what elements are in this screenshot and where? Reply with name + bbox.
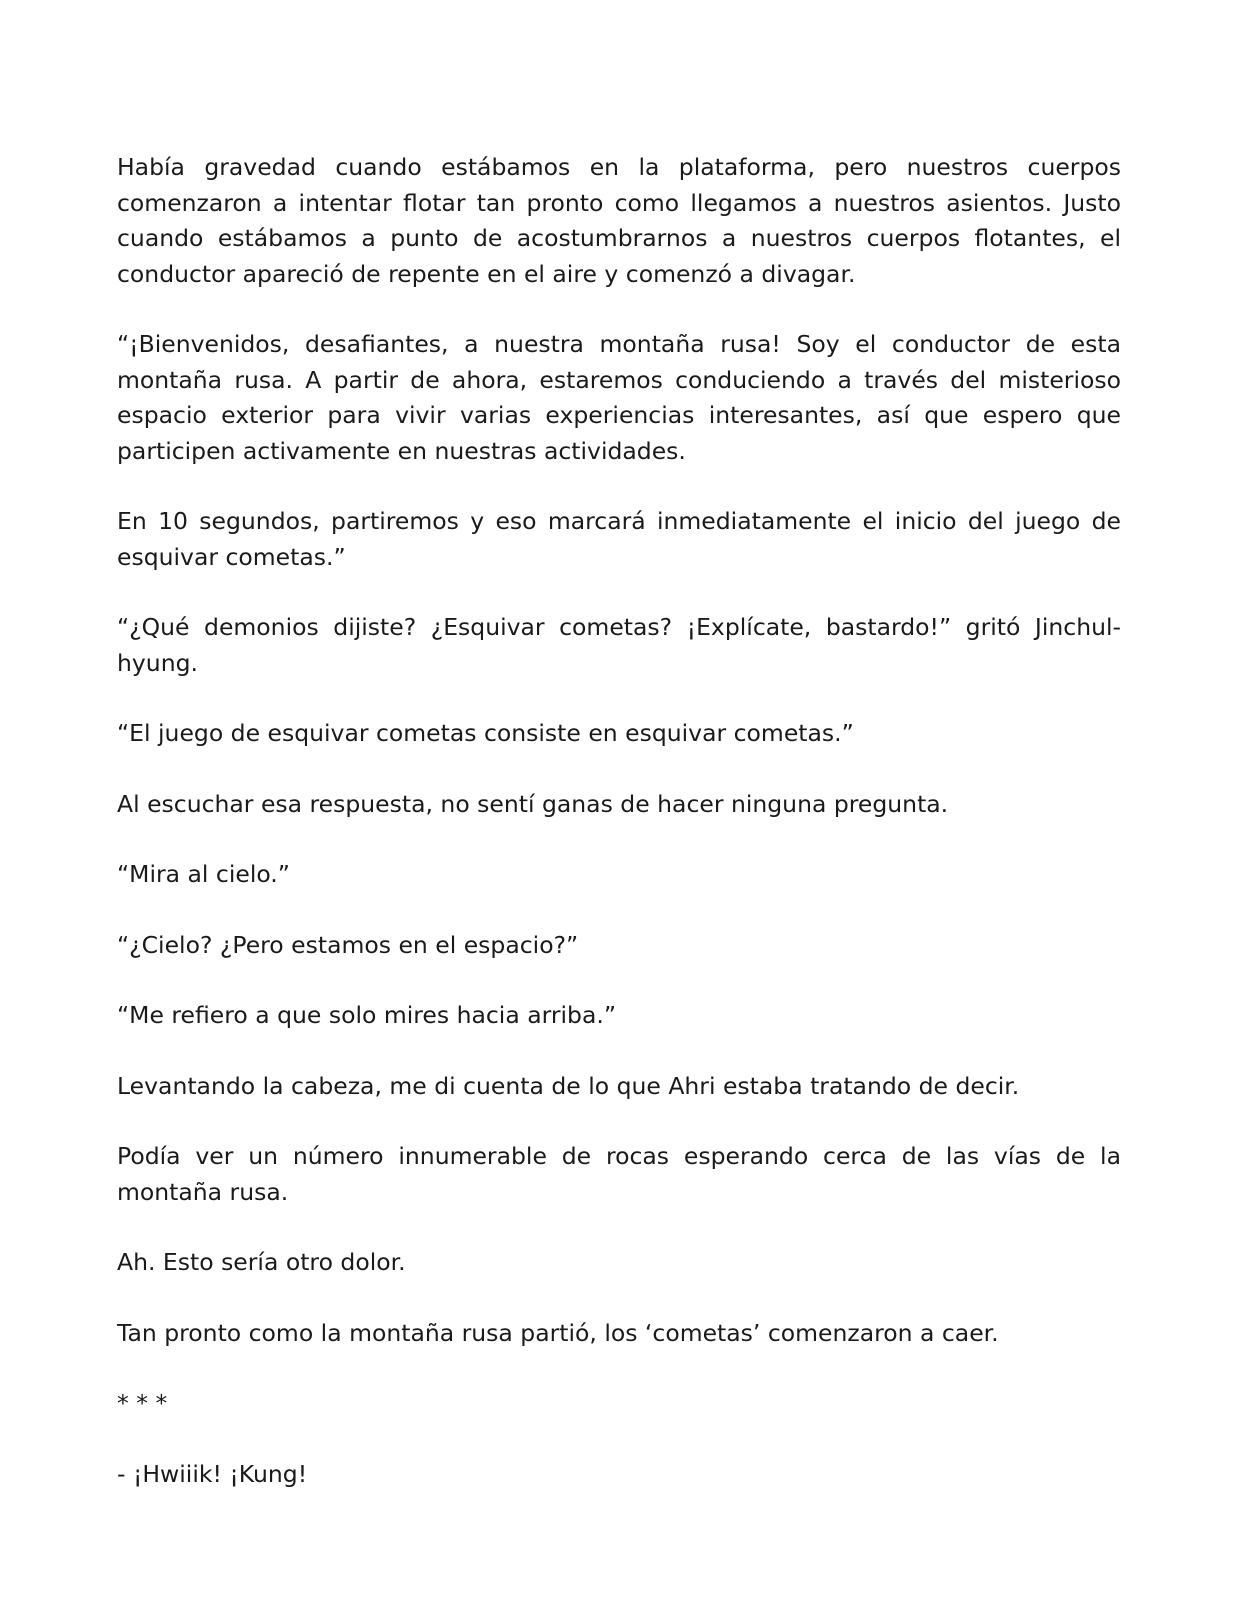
paragraph-7: “Mira al cielo.” [117, 860, 290, 888]
paragraph-10: Levantando la cabeza, me di cuenta de lo que Ahri estaba tratando de decir. [117, 1071, 1020, 1100]
paragraph-5: “El juego de esquivar cometas consiste en esquivar cometas.” [117, 719, 854, 747]
paragraph-12: Ah. Esto sería otro dolor. [117, 1248, 406, 1276]
document-page [117, 150, 1121, 1527]
paragraph-8: “¿Cielo? ¿Pero estamos en el espacio?” [117, 930, 579, 959]
paragraph-6: Al escuchar esa respuesta, no sentí ganas de hacer ninguna pregunta. [117, 789, 949, 818]
paragraph-3: En 10 segundos, partiremos y eso marcará inmediatamente el inicio del juego de esquivar cometas.” [117, 507, 1121, 571]
paragraph-14: - ¡Hwiiik! ¡Kung! [117, 1459, 308, 1488]
paragraph-1: Había gravedad cuando estábamos en la plataforma, pero nuestros cuerpos comenzaron a intentar flotar tan pronto como llegamos a nuestros asientos. Justo cuando estábamos a punto de acostumbrarnos a nuestros cuerpos flotantes, el conductor apareció de repente en el aire y comenzó a divagar. [117, 153, 1121, 288]
paragraph-4: “¿Qué demonios dijiste? ¿Esquivar cometas? ¡Explícate, bastardo!” gritó Jinchul-hyung. [117, 613, 1121, 677]
paragraph-2: “¡Bienvenidos, desafiantes, a nuestra montaña rusa! Soy el conductor de esta montaña rusa. A partir de ahora, estaremos conduciendo a través del misterioso espacio exterior para vivir varias experiencias interesantes, así que espero que participen activamente en nuestras actividades. [117, 330, 1121, 465]
paragraph-9: “Me refiero a que solo mires hacia arriba.” [117, 1001, 616, 1029]
scene-break: * * * [117, 1389, 168, 1417]
paragraph-11: Podía ver un número innumerable de rocas esperando cerca de las vías de la montaña rusa. [117, 1142, 1121, 1206]
paragraph-13: Tan pronto como la montaña rusa partió, los ‘cometas’ comenzaron a caer. [117, 1318, 999, 1347]
